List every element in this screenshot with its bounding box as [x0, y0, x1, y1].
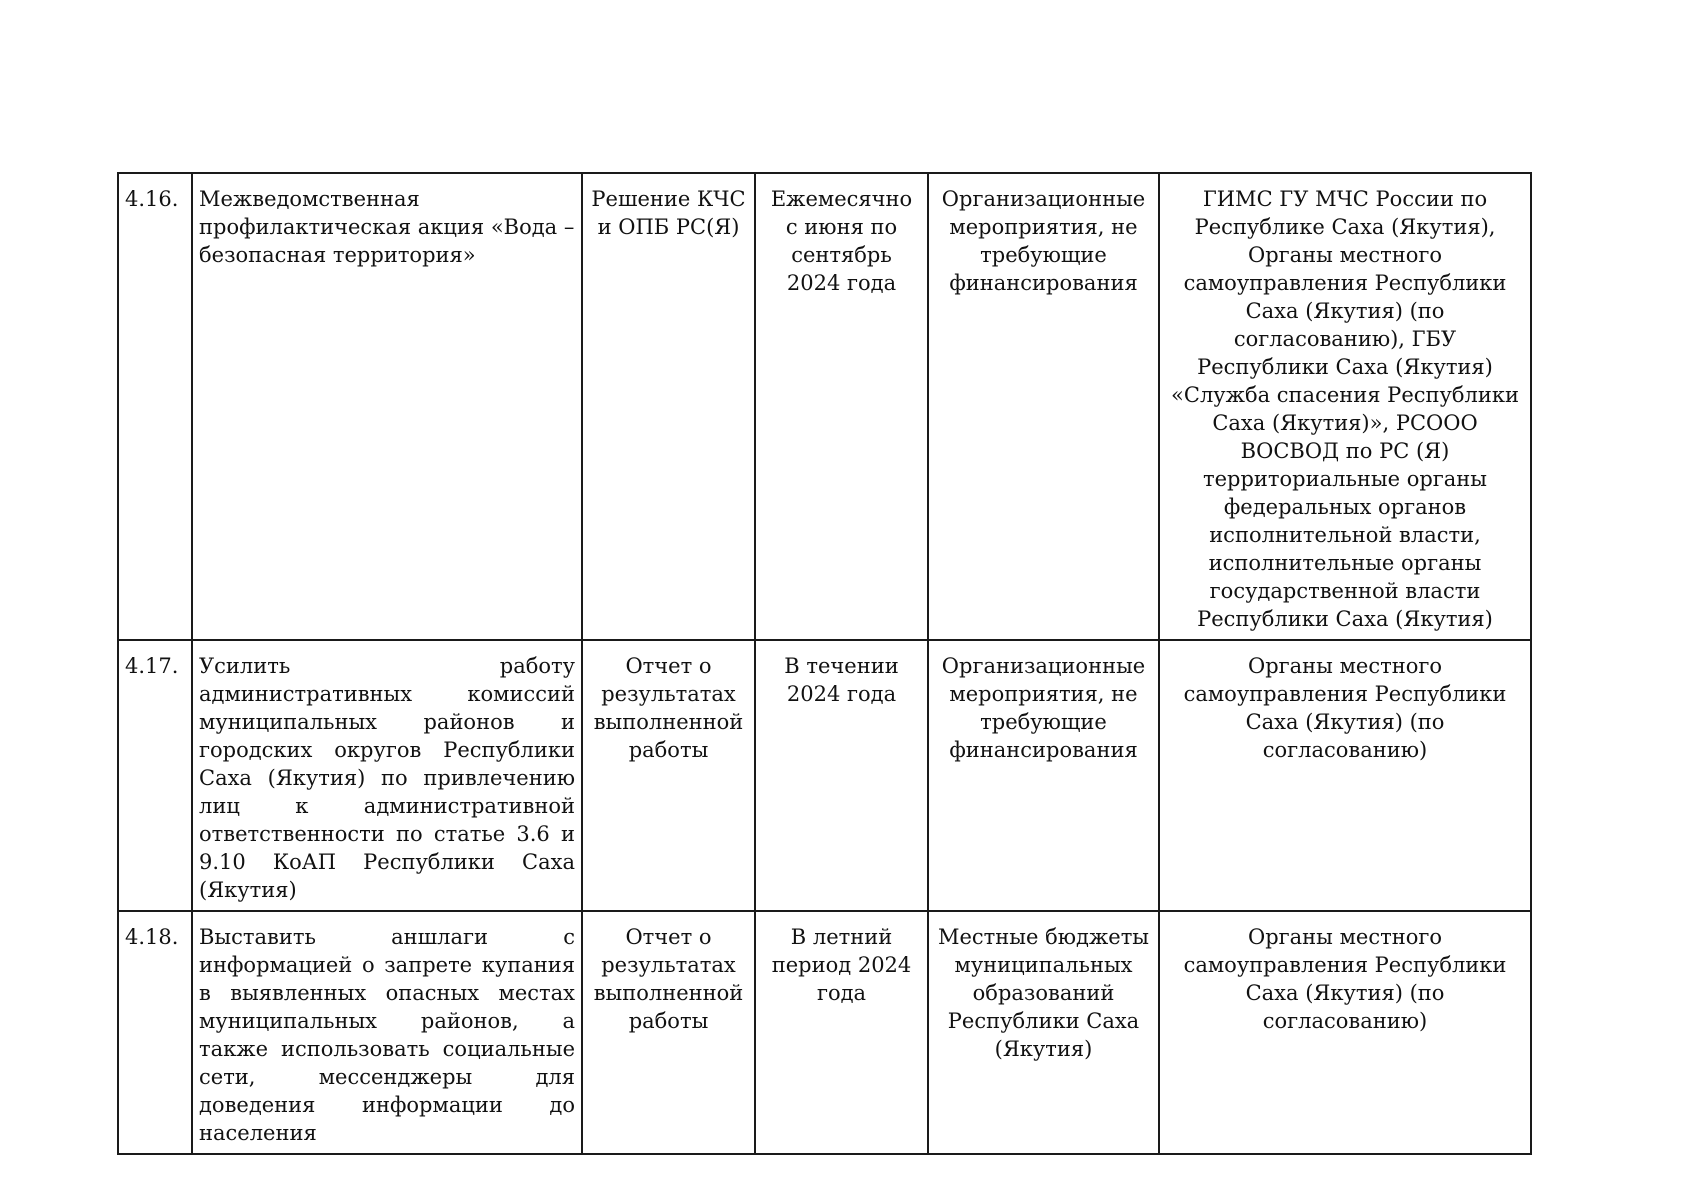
item-number: 4.17.: [118, 640, 192, 911]
activity-cell: Усилить работу административных комиссий муниципальных районов и городских округов Республики Саха (Якутия) по привлечению лиц к административной ответственности по статье 3.6 и 9.10 КоАП Республики Саха (Якутия): [192, 640, 582, 911]
financing-cell: Организационные мероприятия, не требующие финансирования: [928, 173, 1159, 640]
term-cell: Ежемесячно с июня по сентябрь 2024 года: [755, 173, 928, 640]
document-cell: Отчет о результатах выполненной работы: [582, 911, 755, 1154]
executors-cell: Органы местного самоуправления Республики Саха (Якутия) (по согласованию): [1159, 640, 1531, 911]
financing-cell: Организационные мероприятия, не требующие финансирования: [928, 640, 1159, 911]
document-cell: Решение КЧС и ОПБ РС(Я): [582, 173, 755, 640]
action-plan-table: [117, 172, 1532, 1155]
table-row: [118, 911, 1531, 1154]
activity-cell: Выставить аншлаги с информацией о запрете купания в выявленных опасных местах муниципальных районов, а также использовать социальные сети, мессенджеры для доведения информации до населения: [192, 911, 582, 1154]
item-number: 4.18.: [118, 911, 192, 1154]
item-number: 4.16.: [118, 173, 192, 640]
executors-cell: Органы местного самоуправления Республики Саха (Якутия) (по согласованию): [1159, 911, 1531, 1154]
term-cell: В летний период 2024 года: [755, 911, 928, 1154]
table-row: [118, 640, 1531, 911]
table-row: [118, 173, 1531, 640]
term-cell: В течении 2024 года: [755, 640, 928, 911]
activity-cell: Межведомственная профилактическая акция «Вода – безопасная территория»: [192, 173, 582, 640]
document-cell: Отчет о результатах выполненной работы: [582, 640, 755, 911]
financing-cell: Местные бюджеты муниципальных образований Республики Саха (Якутия): [928, 911, 1159, 1154]
executors-cell: ГИМС ГУ МЧС России по Республике Саха (Якутия), Органы местного самоуправления Республики Саха (Якутия) (по согласованию), ГБУ Республики Саха (Якутия) «Служба спасения Республики Саха (Якутия)», РСООО ВОСВОД по РС (Я) территориальные органы федеральных органов исполнительной власти, исполнительные органы государственной власти Республики Саха (Якутия): [1159, 173, 1531, 640]
